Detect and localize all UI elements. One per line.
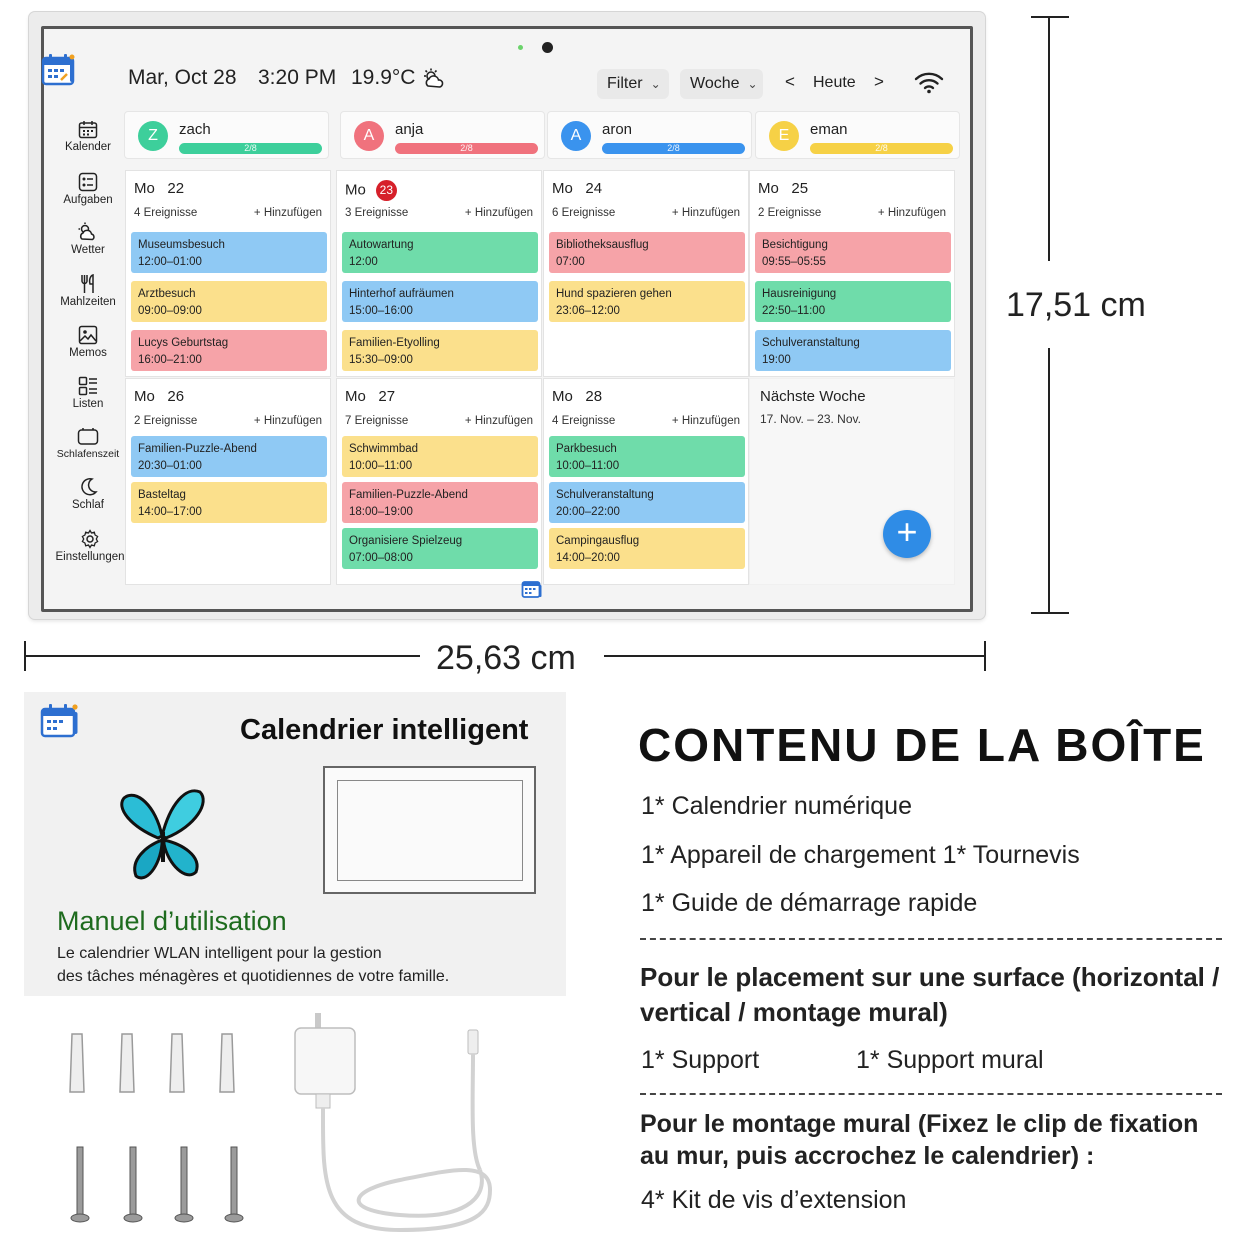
event-card[interactable] [549, 281, 745, 322]
sidebar-item-wetter[interactable] [48, 222, 128, 256]
event-title: Hund spazieren gehen [556, 288, 672, 300]
add-event-button[interactable]: + Hinzufügen [464, 415, 533, 427]
event-card[interactable] [342, 232, 538, 273]
next-week-button[interactable]: > [874, 72, 884, 91]
event-time: 09:55–05:55 [762, 256, 826, 268]
sidebar-item-label: Kalender [64, 141, 112, 153]
day-of-week: Mo [134, 180, 155, 197]
filter-label: Filter [607, 75, 643, 92]
day-number: 26 [167, 388, 185, 405]
event-count: 7 Ereignisse [345, 415, 409, 427]
day-number: 25 [791, 180, 809, 197]
event-count: 3 Ereignisse [345, 207, 409, 219]
today-badge: 23 [376, 180, 397, 201]
view-label: Woche [690, 75, 740, 92]
add-event-button[interactable]: + Hinzufügen [253, 415, 322, 427]
app-logo-icon [41, 52, 77, 86]
event-card[interactable] [131, 482, 327, 523]
event-time: 18:00–19:00 [349, 506, 413, 518]
day-of-week: Mo [552, 180, 573, 197]
add-event-button[interactable]: + Hinzufügen [464, 207, 533, 219]
sidebar-item-label: Wetter [71, 244, 105, 256]
event-time: 22:50–11:00 [762, 305, 826, 317]
box-item: 1* Guide de démarrage rapide [641, 889, 978, 917]
sidebar-item-mahlzeiten[interactable] [48, 274, 128, 308]
sidebar-item-label: Schlaf [72, 499, 104, 511]
event-title: Schulveranstaltung [556, 489, 654, 501]
add-event-button[interactable]: + Hinzufügen [877, 207, 946, 219]
sidebar-item-einstellungen[interactable] [50, 529, 130, 563]
sidebar-item-aufgaben[interactable] [48, 172, 128, 206]
event-time: 15:30–09:00 [349, 354, 413, 366]
event-time: 09:00–09:00 [138, 305, 202, 317]
event-title: Hinterhof aufräumen [349, 288, 454, 300]
dashed-divider [640, 1093, 1222, 1095]
next-week-range: 17. Nov. – 23. Nov. [760, 412, 861, 426]
add-event-fab[interactable]: + [883, 510, 931, 558]
placement-heading: Pour le placement sur une surface (horizontal / vertical / montage mural) [640, 962, 1220, 1027]
day-of-week: Mo [345, 388, 366, 405]
today-button[interactable]: Heute [813, 74, 856, 91]
day-title [345, 388, 395, 405]
day-title [758, 180, 808, 197]
sidebar-item-label: Einstellungen [55, 551, 125, 563]
next-week-panel [749, 378, 955, 585]
sidebar-item-listen[interactable] [48, 376, 128, 410]
dimension-tick-right [984, 641, 986, 671]
memos-icon [78, 325, 98, 345]
sidebar-item-schlaf[interactable] [48, 477, 128, 511]
day-of-week: Mo [345, 181, 366, 199]
dimension-tick-bottom [1031, 612, 1069, 614]
box-item: 1* Calendrier numérique [641, 792, 912, 820]
event-time: 07:00–08:00 [349, 552, 413, 564]
event-title: Hausreinigung [762, 288, 837, 300]
meals-icon [78, 274, 98, 294]
butterfly-icon [116, 786, 208, 886]
box-item: 1* Appareil de chargement 1* Tournevis [641, 841, 1080, 869]
sidebar-item-memos[interactable] [48, 325, 128, 359]
wifi-icon [914, 70, 944, 94]
event-card[interactable] [342, 436, 538, 477]
event-title: Basteltag [138, 489, 186, 501]
event-title: Organisiere Spielzeug [349, 535, 463, 547]
event-card[interactable] [342, 281, 538, 322]
day-column-22 [125, 170, 331, 377]
tablet-illustration [323, 766, 536, 894]
dimension-line-vertical-top [1048, 16, 1050, 261]
sidebar-item-schlafenszeit[interactable] [48, 428, 128, 460]
event-card[interactable] [342, 528, 538, 569]
weather-icon [77, 222, 99, 242]
event-time: 14:00–17:00 [138, 506, 202, 518]
event-card[interactable] [549, 232, 745, 273]
dimension-tick-top [1031, 16, 1069, 18]
event-time: 10:00–11:00 [556, 460, 620, 472]
day-column-24 [543, 170, 749, 377]
event-title: Familien-Puzzle-Abend [138, 443, 257, 455]
event-time: 12:00 [349, 256, 378, 268]
avatar: Z [138, 121, 168, 151]
day-title [552, 388, 602, 405]
avatar: A [354, 121, 384, 151]
add-event-button[interactable]: + Hinzufügen [671, 207, 740, 219]
calendar-home-icon[interactable] [521, 579, 543, 599]
event-card[interactable] [131, 330, 327, 371]
event-time: 20:00–22:00 [556, 506, 620, 518]
event-card[interactable] [755, 232, 951, 273]
manual-desc-line: des tâches ménagères et quotidiennes de votre famille. [57, 968, 450, 985]
tablet-screen [337, 780, 523, 881]
event-card[interactable] [131, 281, 327, 322]
screws-icon [64, 1145, 254, 1225]
event-time: 07:00 [556, 256, 585, 268]
progress-bar: 2/8 [602, 143, 745, 154]
day-column-25 [749, 170, 955, 377]
box-item: 1* Support [641, 1046, 760, 1074]
event-time: 16:00–21:00 [138, 354, 202, 366]
person-name: eman [810, 121, 848, 138]
sidebar-item-label: Listen [72, 398, 104, 410]
box-contents-title: CONTENU DE LA BOÎTE [638, 719, 1206, 771]
day-number: 22 [167, 180, 185, 197]
day-of-week: Mo [758, 180, 779, 197]
view-dropdown[interactable] [680, 69, 763, 99]
chevron-down-icon: ⌄ [747, 77, 758, 91]
box-item: 1* Support mural [856, 1046, 1044, 1074]
event-time: 23:06–12:00 [556, 305, 620, 317]
person-name: aron [602, 121, 633, 138]
sidebar-item-label: Mahlzeiten [60, 296, 116, 308]
filter-dropdown[interactable] [597, 69, 669, 99]
event-title: Lucys Geburtstag [138, 337, 229, 349]
avatar: A [561, 121, 591, 151]
calendar-icon [78, 120, 98, 139]
event-title: Museumsbesuch [138, 239, 225, 251]
chevron-down-icon: ⌄ [650, 77, 661, 91]
progress-bar: 2/8 [179, 143, 322, 154]
tasks-icon [78, 172, 98, 192]
app-logo-icon [40, 702, 80, 738]
user-manual [24, 692, 566, 996]
day-title [345, 180, 397, 201]
event-card[interactable] [342, 330, 538, 371]
event-title: Familien-Etyolling [349, 337, 440, 349]
sidebar-item-label: Aufgaben [63, 194, 113, 206]
event-card[interactable] [549, 482, 745, 523]
day-of-week: Mo [134, 388, 155, 405]
event-count: 6 Ereignisse [552, 207, 616, 219]
event-time: 20:30–01:00 [138, 460, 202, 472]
current-date: Mar, Oct 28 [128, 66, 237, 89]
dashed-divider [640, 938, 1222, 940]
avatar: E [769, 121, 799, 151]
event-card[interactable] [131, 232, 327, 273]
lists-icon [78, 376, 98, 396]
day-column-28 [543, 378, 749, 585]
wall-mount-heading: Pour le montage mural (Fixez le clip de fixation au mur, puis accrochez le calendrier) : [640, 1110, 1199, 1170]
day-title [134, 180, 184, 197]
next-week-title: Nächste Woche [760, 388, 866, 405]
camera [542, 42, 553, 53]
manual-desc-line: Le calendrier WLAN intelligent pour la gestion [57, 945, 382, 962]
moon-icon [78, 477, 98, 497]
event-title: Campingausflug [556, 535, 640, 547]
box-item: 4* Kit de vis d’extension [641, 1186, 907, 1214]
day-title [552, 180, 602, 197]
event-time: 19:00 [762, 354, 791, 366]
event-count: 4 Ereignisse [552, 415, 616, 427]
wall-anchors-icon [60, 1030, 260, 1102]
event-count: 4 Ereignisse [134, 207, 198, 219]
day-column-23 [336, 170, 542, 377]
day-of-week: Mo [552, 388, 573, 405]
event-time: 10:00–11:00 [349, 460, 413, 472]
progress-bar: 2/8 [810, 143, 953, 154]
person-card-aron[interactable] [547, 111, 752, 159]
day-number: 28 [585, 388, 603, 405]
prev-week-button[interactable]: < [785, 72, 795, 91]
event-title: Parkbesuch [556, 443, 617, 455]
day-column-27 [336, 378, 542, 585]
event-card[interactable] [549, 528, 745, 569]
event-title: Schulveranstaltung [762, 337, 860, 349]
current-temperature: 19.9°C [351, 66, 416, 89]
dimension-line-horizontal-left [24, 655, 420, 657]
person-card-anja[interactable] [340, 111, 545, 159]
current-time: 3:20 PM [258, 66, 337, 89]
dimension-line-vertical-bottom [1048, 348, 1050, 613]
event-title: Besichtigung [762, 239, 828, 251]
power-adapter-icon [290, 1010, 520, 1240]
event-card[interactable] [755, 281, 951, 322]
day-column-26 [125, 378, 331, 585]
day-number: 24 [585, 180, 603, 197]
day-title [134, 388, 184, 405]
event-card[interactable] [342, 482, 538, 523]
manual-description [57, 942, 557, 988]
event-card[interactable] [549, 436, 745, 477]
person-name: zach [179, 121, 211, 138]
event-count: 2 Ereignisse [134, 415, 198, 427]
add-event-button[interactable]: + Hinzufügen [671, 415, 740, 427]
progress-bar: 2/8 [395, 143, 538, 154]
manual-title: Calendrier intelligent [240, 714, 529, 746]
person-name: anja [395, 121, 424, 138]
manual-heading: Manuel d’utilisation [57, 906, 287, 936]
event-title: Familien-Puzzle-Abend [349, 489, 468, 501]
event-title: Autowartung [349, 239, 414, 251]
height-dimension: 17,51 cm [1006, 286, 1146, 324]
sidebar-item-label: Schlafenszeit [56, 448, 120, 460]
add-event-button[interactable]: + Hinzufügen [253, 207, 322, 219]
gear-icon [80, 529, 100, 549]
sidebar-item-label: Memos [69, 347, 107, 359]
event-time: 12:00–01:00 [138, 256, 202, 268]
event-title: Bibliotheksausflug [556, 239, 649, 251]
partly-cloudy-icon [422, 68, 446, 90]
event-title: Arztbesuch [138, 288, 196, 300]
person-card-zach[interactable] [124, 111, 329, 159]
sidebar-item-kalender[interactable] [48, 120, 128, 153]
event-card[interactable] [131, 436, 327, 477]
event-time: 14:00–20:00 [556, 552, 620, 564]
event-time: 15:00–16:00 [349, 305, 413, 317]
day-number: 27 [378, 388, 396, 405]
person-card-eman[interactable] [755, 111, 960, 159]
event-card[interactable] [755, 330, 951, 371]
width-dimension: 25,63 cm [436, 639, 576, 677]
status-led [518, 45, 523, 50]
bedtime-icon [77, 428, 99, 446]
event-title: Schwimmbad [349, 443, 419, 455]
event-count: 2 Ereignisse [758, 207, 822, 219]
dimension-line-horizontal-right [604, 655, 985, 657]
